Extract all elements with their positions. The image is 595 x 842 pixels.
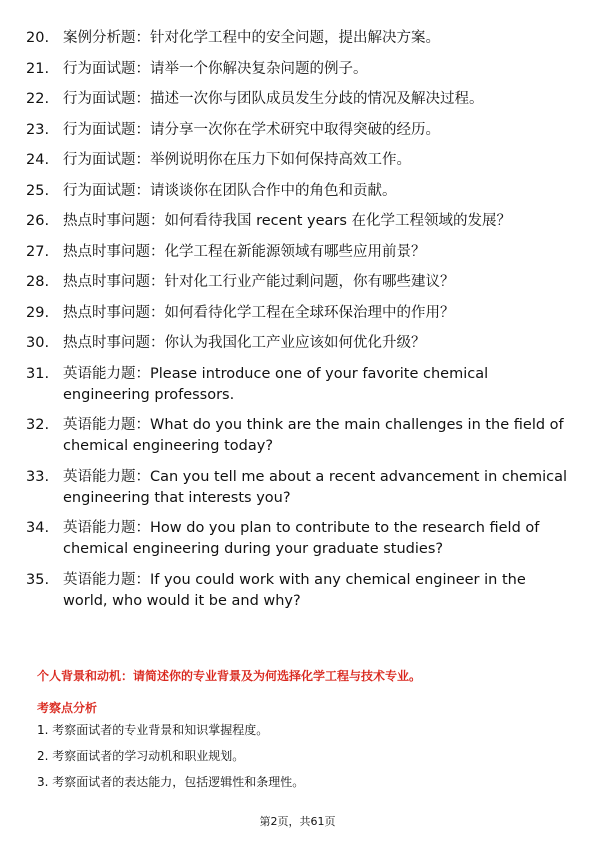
question-list bbox=[26, 28, 571, 621]
analysis-heading: 考察点分析 bbox=[37, 701, 98, 715]
question-number: 25. bbox=[26, 182, 50, 199]
question-number: 21. bbox=[26, 60, 50, 77]
question-text: 热点时事问题：针对化工行业产能过剩问题，你有哪些建议？ bbox=[63, 274, 455, 290]
question-item bbox=[26, 272, 571, 293]
question-number: 26. bbox=[26, 213, 50, 229]
question-number: 28. bbox=[26, 274, 50, 290]
question-number: 32. bbox=[26, 417, 50, 433]
question-text: 热点时事问题：化学工程在新能源领域有哪些应用前景？ bbox=[63, 243, 426, 260]
question-item bbox=[26, 303, 571, 324]
question-item bbox=[26, 28, 571, 49]
question-number: 31. bbox=[26, 365, 50, 382]
question-item bbox=[26, 570, 571, 612]
question-text: 行为面试题：举例说明你在压力下如何保持高效工作。 bbox=[63, 152, 411, 168]
section-heading: 个人背景和动机：请简述你的专业背景及为何选择化学工程与技术专业。 bbox=[37, 669, 422, 683]
question-text: 英语能力题：Can you tell me about a recent advancement in chemical engineering that interests you? bbox=[63, 468, 567, 506]
question-text: 行为面试题：请举一个你解决复杂问题的例子。 bbox=[63, 60, 368, 77]
analysis-points bbox=[37, 722, 557, 800]
analysis-point: 1. 考察面试者的专业背景和知识掌握程度。 bbox=[37, 723, 269, 737]
question-item bbox=[26, 59, 571, 80]
question-item bbox=[26, 211, 571, 232]
question-text: 英语能力题：Please introduce one of your favorite chemical engineering professors. bbox=[63, 365, 489, 403]
question-text: 案例分析题：针对化学工程中的安全问题，提出解决方案。 bbox=[63, 30, 440, 46]
question-item bbox=[26, 120, 571, 141]
question-number: 24. bbox=[26, 152, 50, 168]
page-number-footer: 第2页，共61页 bbox=[259, 815, 336, 828]
analysis-point: 3. 考察面试者的表达能力，包括逻辑性和条理性。 bbox=[37, 775, 305, 789]
question-text: 英语能力题：How do you plan to contribute to the research field of chemical engineering during your graduate studies? bbox=[63, 520, 540, 557]
question-number: 27. bbox=[26, 243, 50, 260]
question-item bbox=[26, 181, 571, 202]
question-number: 29. bbox=[26, 304, 50, 321]
question-text: 英语能力题：What do you think are the main challenges in the field of chemical engineering today? bbox=[63, 417, 564, 454]
question-text: 热点时事问题：如何看待我国 recent years 在化学工程领域的发展？ bbox=[63, 213, 512, 229]
question-text: 行为面试题：描述一次你与团队成员发生分歧的情况及解决过程。 bbox=[63, 91, 484, 107]
question-text: 英语能力题：If you could work with any chemical engineer in the world, who would it be and why? bbox=[63, 571, 526, 609]
question-text: 行为面试题：请分享一次你在学术研究中取得突破的经历。 bbox=[63, 121, 440, 138]
question-item bbox=[26, 467, 571, 509]
question-item bbox=[26, 364, 571, 406]
question-item bbox=[26, 242, 571, 263]
question-item bbox=[26, 150, 571, 171]
question-number: 20. bbox=[26, 30, 50, 46]
question-item bbox=[26, 518, 571, 560]
question-text: 热点时事问题：如何看待化学工程在全球环保治理中的作用？ bbox=[63, 304, 455, 321]
question-number: 35. bbox=[26, 571, 50, 588]
question-number: 23. bbox=[26, 121, 50, 138]
question-item bbox=[26, 333, 571, 354]
analysis-point: 2. 考察面试者的学习动机和职业规划。 bbox=[37, 749, 245, 763]
question-text: 行为面试题：请谈谈你在团队合作中的角色和贡献。 bbox=[63, 182, 397, 199]
question-item bbox=[26, 89, 571, 110]
question-number: 33. bbox=[26, 468, 50, 485]
question-number: 34. bbox=[26, 520, 50, 536]
question-number: 30. bbox=[26, 335, 50, 351]
question-item bbox=[26, 415, 571, 457]
question-number: 22. bbox=[26, 91, 50, 107]
question-text: 热点时事问题：你认为我国化工产业应该如何优化升级？ bbox=[63, 335, 426, 351]
